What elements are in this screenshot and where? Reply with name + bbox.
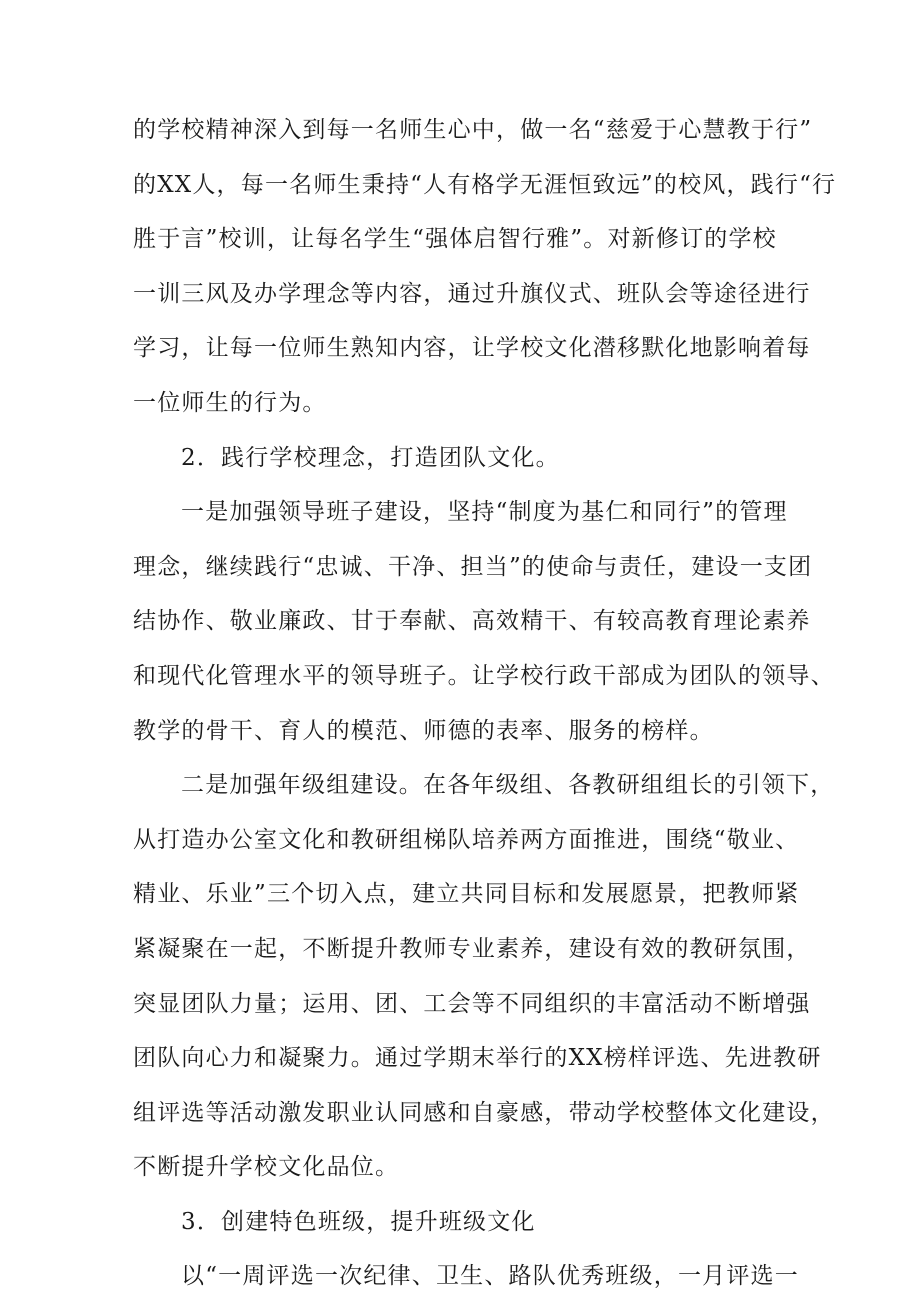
section-heading: 3．创建特色班级，提升班级文化	[181, 1208, 536, 1235]
text-line: 一是加强领导班子建设，坚持“制度为基仁和同行”的管理	[181, 499, 788, 526]
text-line: 一位师生的行为。	[133, 389, 327, 416]
text-line: 不断提升学校文化品位。	[133, 1154, 400, 1181]
text-line: 团队向心力和凝聚力。通过学期末举行的XX榜样评选、先进教研	[133, 1045, 822, 1072]
section-heading: 2．践行学校理念，打造团队文化。	[181, 444, 560, 471]
text-line: 的学校精神深入到每一名师生心中，做一名“慈爱于心慧教于行”	[133, 117, 813, 143]
text-line: 胜于言”校训，让每名学生“强体启智行雅”。对新修订的学校	[133, 226, 777, 253]
text-line: 紧凝聚在一起，不断提升教师专业素养，建设有效的教研氛围，	[133, 935, 811, 962]
text-line: 一训三风及办学理念等内容，通过升旗仪式、班队会等途径进行	[133, 280, 811, 307]
text-line: 以“一周评选一次纪律、卫生、路队优秀班级，一月评选一	[181, 1263, 799, 1290]
text-line: 的XX人，每一名师生秉持“人有格学无涯恒致远”的校风，践行“行	[133, 171, 837, 198]
text-line: 组评选等活动激发职业认同感和自豪感，带动学校整体文化建设，	[133, 1099, 835, 1126]
text-line: 结协作、敬业廉政、甘于奉献、高效精干、有较高教育理论素养	[133, 608, 811, 635]
text-line: 突显团队力量；运用、团、工会等不同组织的丰富活动不断增强	[133, 990, 811, 1017]
document-body	[133, 103, 837, 1304]
text-line: 和现代化管理水平的领导班子。让学校行政干部成为团队的领导、	[133, 662, 835, 689]
text-line: 学习，让每一位师生熟知内容，让学校文化潜移默化地影响着每	[133, 335, 811, 362]
text-line: 理念，继续践行“忠诚、干净、担当”的使命与责任，建设一支团	[133, 553, 813, 580]
text-line: 二是加强年级组建设。在各年级组、各教研组组长的引领下，	[181, 772, 835, 799]
text-line: 精业、乐业”三个切入点，建立共同目标和发展愿景，把教师紧	[133, 881, 800, 908]
text-line: 从打造办公室文化和教研组梯队培养两方面推进，围绕“敬业、	[133, 826, 800, 853]
text-line: 教学的骨干、育人的模范、师德的表率、服务的榜样。	[133, 717, 714, 744]
